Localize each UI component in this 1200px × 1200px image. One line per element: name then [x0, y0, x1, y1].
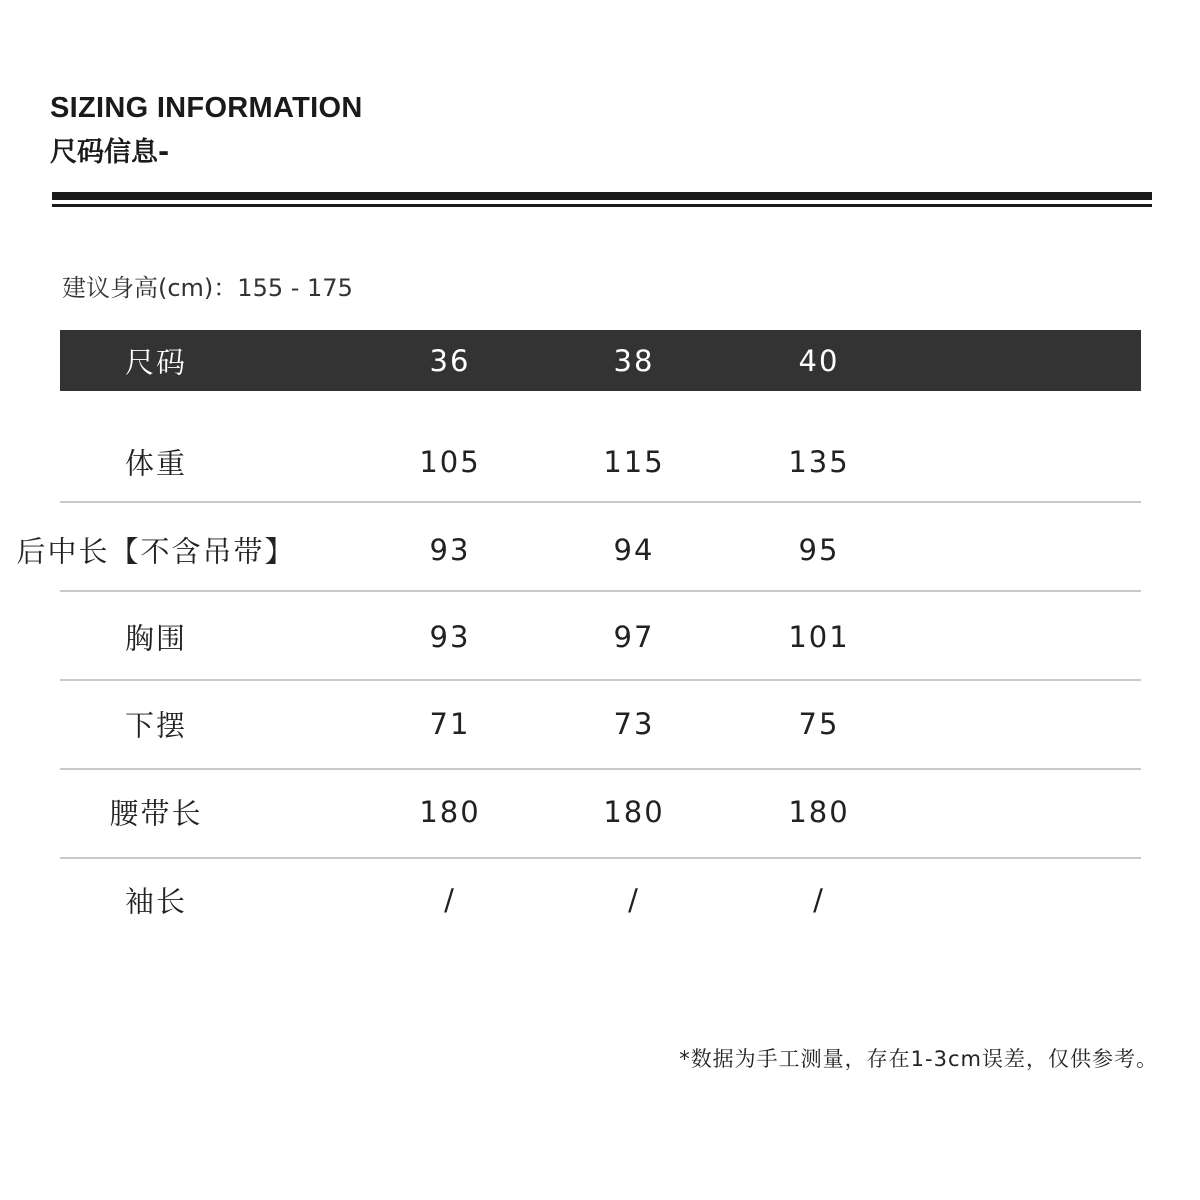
- row-label-bust: 胸围: [124, 621, 188, 656]
- row-divider: [60, 679, 1141, 681]
- table-cell: /: [813, 883, 825, 917]
- header-size-label: 尺码: [124, 345, 188, 380]
- row-divider: [60, 768, 1141, 770]
- table-cell: 95: [798, 533, 840, 567]
- table-cell: 101: [788, 620, 850, 654]
- table-header-bar: [60, 330, 1141, 391]
- table-cell: 97: [613, 620, 655, 654]
- recommended-height: 建议身高(cm)：155 - 175: [62, 274, 353, 302]
- table-cell: /: [628, 883, 640, 917]
- table-cell: 180: [788, 795, 850, 829]
- row-divider: [60, 590, 1141, 592]
- measurement-footnote: *数据为手工测量，存在1-3cm误差，仅供参考。: [679, 1047, 1158, 1071]
- table-cell: 71: [429, 707, 471, 741]
- table-cell: 73: [613, 707, 655, 741]
- header-rule-thick: [52, 192, 1152, 200]
- table-cell: 93: [429, 620, 471, 654]
- table-cell: 115: [603, 445, 665, 479]
- table-cell: 94: [613, 533, 655, 567]
- table-cell: 93: [429, 533, 471, 567]
- header-size-38: 38: [613, 344, 655, 378]
- title-en: SIZING INFORMATION: [50, 92, 363, 124]
- row-label-belt-length: 腰带长: [109, 796, 203, 831]
- header-size-40: 40: [798, 344, 840, 378]
- header-rule-thin: [52, 204, 1152, 207]
- row-label-weight: 体重: [124, 446, 188, 481]
- table-cell: 75: [798, 707, 840, 741]
- row-divider: [60, 857, 1141, 859]
- row-label-hem: 下摆: [124, 708, 188, 743]
- table-cell: 135: [788, 445, 850, 479]
- table-cell: 180: [603, 795, 665, 829]
- row-label-sleeve-length: 袖长: [124, 884, 188, 919]
- row-label-back-length: 后中长【不含吊带】: [16, 534, 296, 569]
- table-cell: /: [444, 883, 456, 917]
- row-divider: [60, 501, 1141, 503]
- title-cn: 尺码信息-: [50, 137, 170, 168]
- table-cell: 180: [419, 795, 481, 829]
- table-cell: 105: [419, 445, 481, 479]
- header-size-36: 36: [429, 344, 471, 378]
